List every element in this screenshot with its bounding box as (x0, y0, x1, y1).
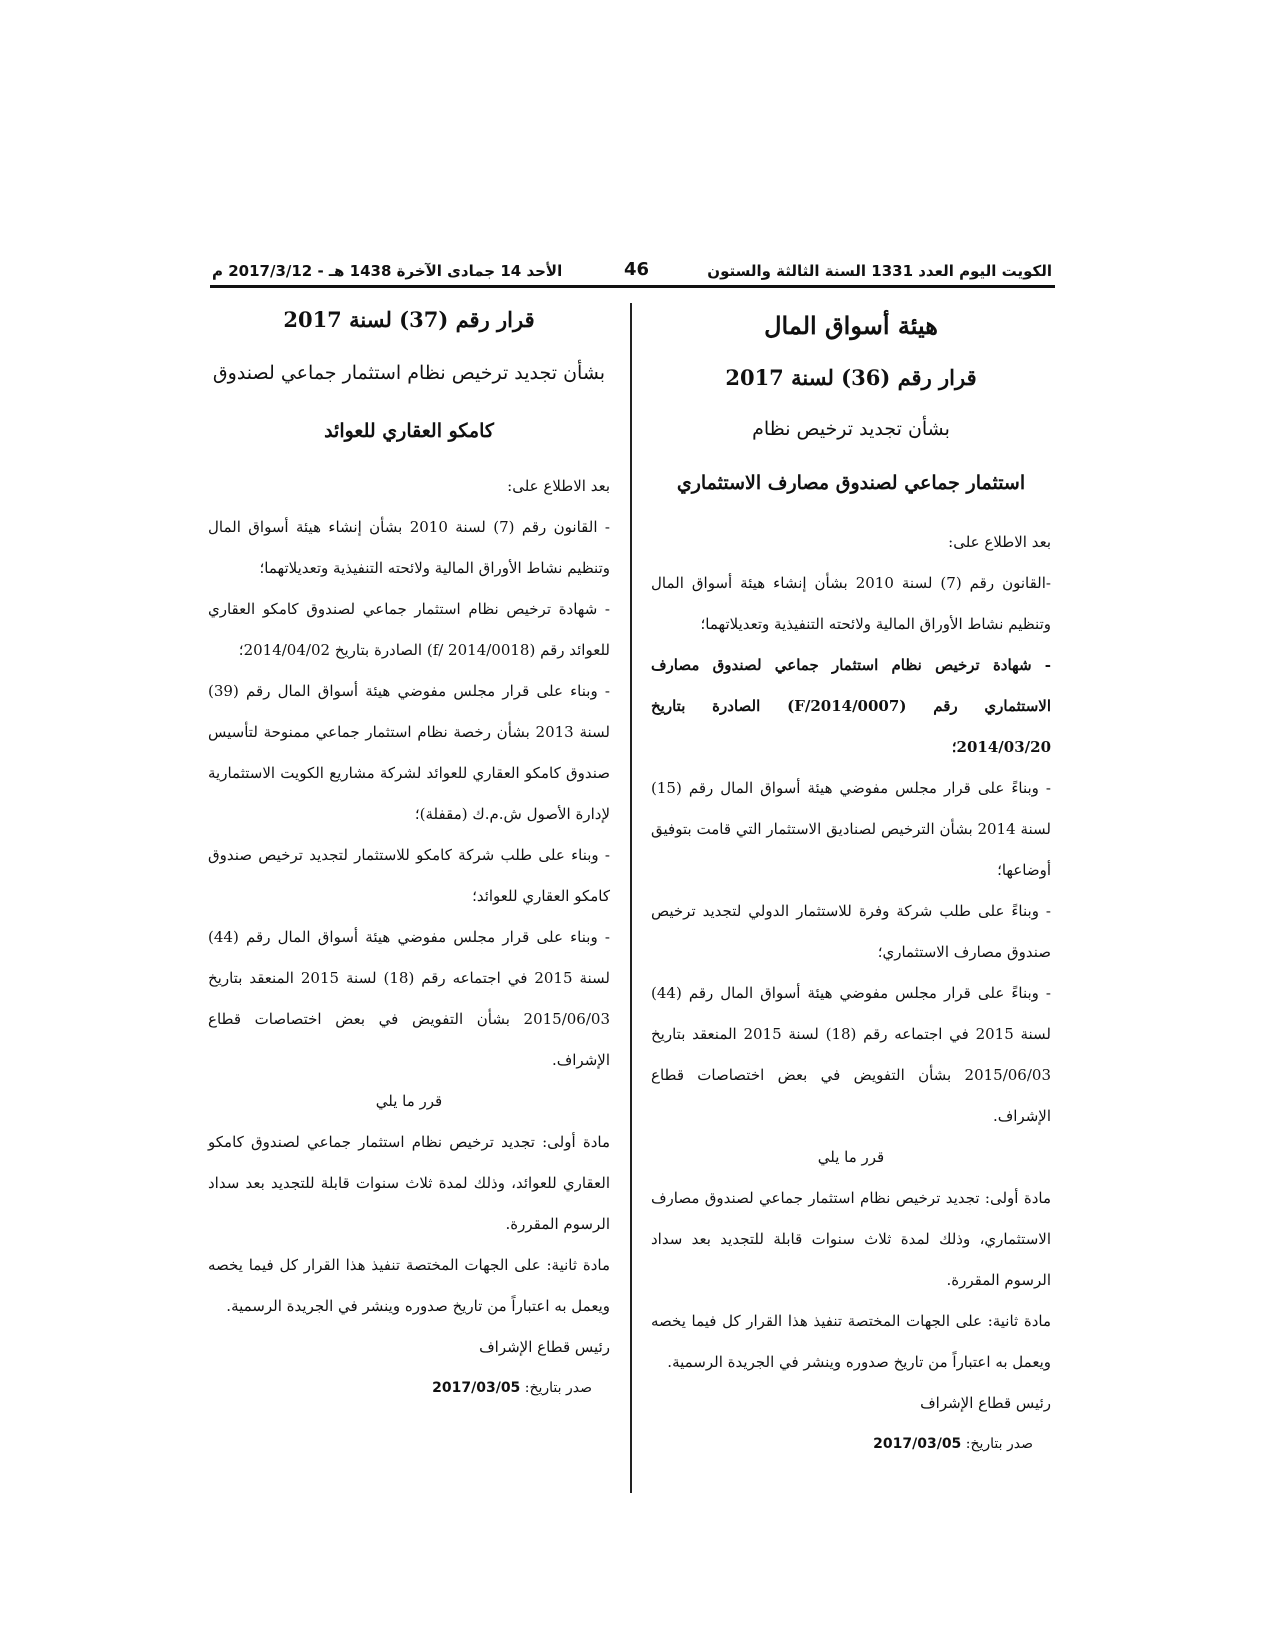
issue-date-line (208, 1374, 610, 1402)
decision-subject-line: استثمار جماعي لصندوق مصارف الاستثماري (676, 472, 1026, 494)
article-two: مادة ثانية: على الجهات المختصة تنفيذ هذا القرار كل فيما يخصه ويعمل به اعتباراً من تاريخ صدوره وينشر في الجريدة الرسمية. (208, 1256, 610, 1315)
decision-37-column (208, 300, 610, 1402)
recital-paragraph: -القانون رقم (7) لسنة 2010 بشأن إنشاء هيئة أسواق المال وتنظيم نشاط الأوراق المالية ولائحته التنفيذية وتعديلاتهما؛ (651, 574, 1051, 633)
preamble: بعد الاطلاع على: (507, 477, 610, 495)
decision-subject-line: بشأن تجديد ترخيص نظام (752, 418, 950, 440)
recital-paragraph: - وبناءً على طلب شركة وفرة للاستثمار الدولي لتجديد ترخيص صندوق مصارف الاستثماري؛ (651, 902, 1051, 961)
issued-date: 2017/03/05 (432, 1380, 521, 1396)
recital-paragraph: - شهادة ترخيص نظام استثمار جماعي لصندوق مصارف الاستثماري رقم (F/2014/0007) الصادرة بتاريخ 2014/03/20؛ (651, 656, 1052, 756)
gazette-issue-info: الكويت اليوم العدد 1331 السنة الثالثة والستون (707, 262, 1052, 280)
header-rule (210, 285, 1055, 288)
signer-title: رئيس قطاع الإشراف (920, 1394, 1051, 1412)
page-number: 46 (624, 259, 650, 280)
recital-paragraph: - وبناءً على قرار مجلس مفوضي هيئة أسواق المال رقم (44) لسنة 2015 في اجتماعه رقم (18) لسنة 2015 المنعقد بتاريخ 2015/06/03 بشأن التفويض في بعض اختصاصات قطاع الإشراف. (651, 984, 1051, 1125)
authority-heading: هيئة أسواق المال (764, 311, 938, 340)
decision-36-column (651, 300, 1051, 1458)
issued-label: صدر بتاريخ: (524, 1380, 592, 1396)
article-one: مادة أولى: تجديد ترخيص نظام استثمار جماعي لصندوق مصارف الاستثماري، وذلك لمدة ثلاث سنوات قابلة للتجديد بعد سداد الرسوم المقررة. (651, 1189, 1051, 1289)
issued-date: 2017/03/05 (873, 1436, 962, 1452)
decision-subject-line: بشأن تجديد ترخيص نظام استثمار جماعي لصندوق (212, 362, 606, 384)
recital-paragraph: - شهادة ترخيص نظام استثمار جماعي لصندوق كامكو العقاري للعوائد رقم (f/ 2014/0018) الصادرة بتاريخ 2014/04/02؛ (208, 600, 610, 659)
decision-subject-line: كامكو العقاري للعوائد (324, 420, 494, 442)
issued-label: صدر بتاريخ: (965, 1436, 1033, 1452)
recital-paragraph: - وبناء على قرار مجلس مفوضي هيئة أسواق المال رقم (44) لسنة 2015 في اجتماعه رقم (18) لسنة 2015 المنعقد بتاريخ 2015/06/03 بشأن التفويض في بعض اختصاصات قطاع الإشراف. (208, 928, 610, 1069)
recital-paragraph: - القانون رقم (7) لسنة 2010 بشأن إنشاء هيئة أسواق المال وتنظيم نشاط الأوراق المالية ولائحته التنفيذية وتعديلاتهما؛ (208, 518, 610, 577)
recital-paragraph: - وبناء على قرار مجلس مفوضي هيئة أسواق المال رقم (39) لسنة 2013 بشأن رخصة نظام استثمار جماعي ممنوحة لتأسيس صندوق كامكو العقاري للعوائد لشركة مشاريع الكويت الاستثمارية لإدارة الأصول ش.م.ك (مقفلة)؛ (208, 682, 610, 823)
decided-heading: قرر ما يلي (375, 1092, 443, 1110)
issue-date: الأحد 14 جمادى الآخرة 1438 هـ - 2017/3/12 م (212, 262, 563, 280)
article-one: مادة أولى: تجديد ترخيص نظام استثمار جماعي لصندوق كامكو العقاري للعوائد، وذلك لمدة ثلاث سنوات قابلة للتجديد بعد سداد الرسوم المقررة. (208, 1133, 610, 1233)
decision-title: قرار رقم (36) لسنة 2017 (725, 365, 977, 390)
recital-paragraph: - وبناء على طلب شركة كامكو للاستثمار لتجديد ترخيص صندوق كامكو العقاري للعوائد؛ (208, 846, 610, 905)
article-two: مادة ثانية: على الجهات المختصة تنفيذ هذا القرار كل فيما يخصه ويعمل به اعتباراً من تاريخ صدوره وينشر في الجريدة الرسمية. (651, 1312, 1051, 1371)
column-divider (630, 303, 632, 1493)
page-header (212, 258, 1052, 288)
recital-paragraph: - وبناءً على قرار مجلس مفوضي هيئة أسواق المال رقم (15) لسنة 2014 بشأن الترخيص لصناديق الاستثمار التي قامت بتوفيق أوضاعها؛ (651, 779, 1052, 879)
preamble: بعد الاطلاع على: (948, 533, 1051, 551)
decided-heading: قرر ما يلي (817, 1148, 885, 1166)
signer-title: رئيس قطاع الإشراف (479, 1338, 610, 1356)
decision-title: قرار رقم (37) لسنة 2017 (283, 307, 535, 332)
issue-date-line (651, 1430, 1051, 1458)
